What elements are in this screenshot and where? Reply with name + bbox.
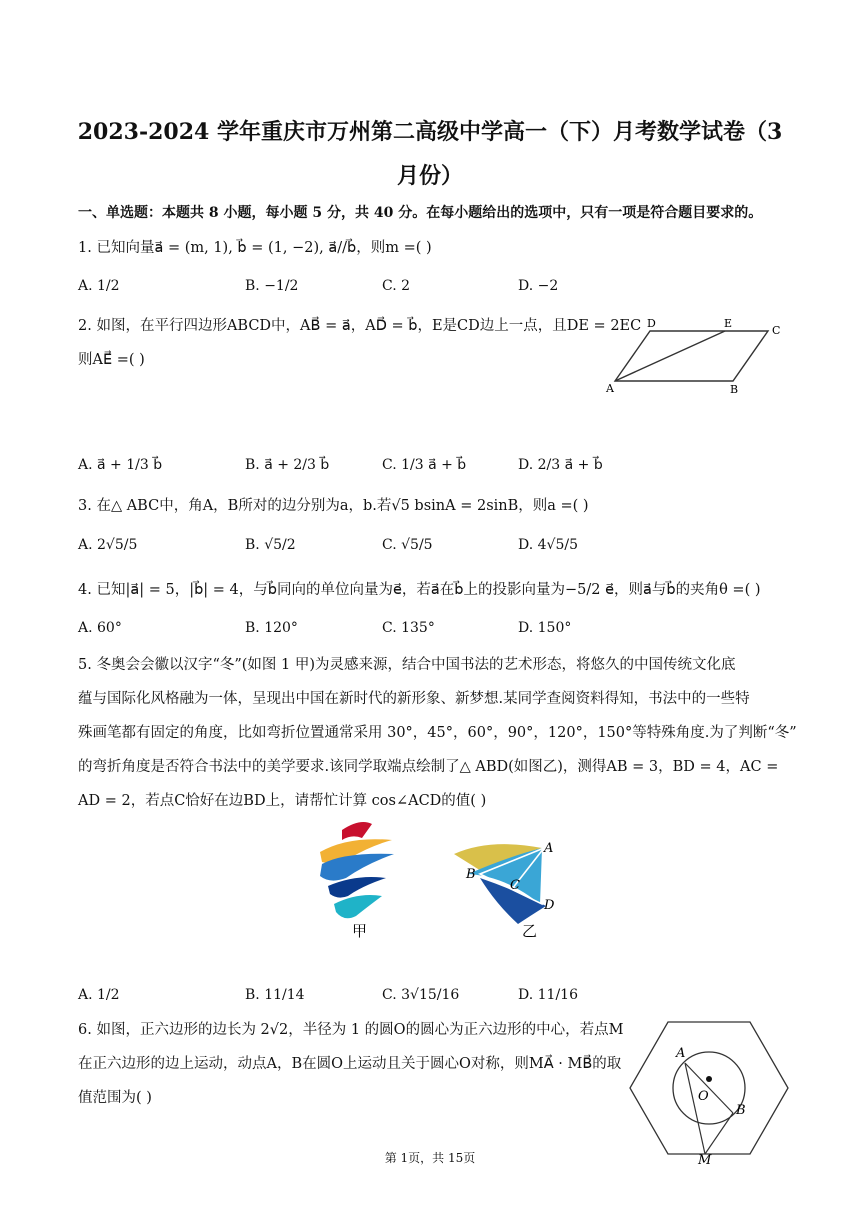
q5-option-a: A. 1/2 (78, 987, 120, 1003)
question-6-line1: 6. 如图，正六边形的边长为 2√2，半径为 1 的圆O的圆心为正六边形的中心，若点M (78, 1022, 624, 1038)
q5-option-b: B. 11/14 (245, 987, 305, 1003)
q4-option-a: A. 60° (78, 620, 122, 636)
page-title-line2: 月份） (396, 163, 463, 189)
parallelogram-figure (600, 312, 790, 402)
q1-option-d: D. −2 (518, 278, 559, 294)
question-5-line2: 蕴与国际化风格融为一体，呈现出中国在新时代的新形象、新梦想.某同学查阅资料得知，书法中的一些特 (78, 691, 750, 707)
point-a: A (544, 841, 554, 856)
point-o-label: O (698, 1089, 709, 1104)
label-jia: 甲 (352, 922, 368, 940)
question-5-line4: 的弯折角度是否符合书法中的美学要求.该同学取端点绘制了△ ABD(如图乙)，测得AB = 3，BD = 4，AC = (78, 759, 779, 775)
vector-ae (615, 331, 725, 381)
point-m-label: M (698, 1153, 712, 1166)
point-b: B (466, 867, 476, 882)
label-a: A (606, 382, 614, 395)
question-6-line2: 在正六边形的边上运动，动点A，B在圆O上运动且关于圆心O对称，则MA⃗ · MB⃗的取 (78, 1056, 622, 1072)
emblem-jia (320, 822, 394, 918)
label-c: C (772, 324, 781, 337)
q2-option-a: A. a⃗ + 1/3 b⃗ (78, 457, 163, 473)
question-3-stem: 3. 在△ ABC中，角A，B所对的边分别为a，b.若√5 bsinA = 2sinB，则a =( ) (78, 498, 589, 514)
label-e: E (724, 317, 733, 330)
page-footer: 第 1页，共 15页 (384, 1151, 476, 1165)
segment-ma (685, 1063, 705, 1154)
question-2-stem-line2: 则AE⃗ =( ) (78, 352, 145, 368)
q3-option-a: A. 2√5/5 (78, 537, 138, 553)
question-5-line3: 殊画笔都有固定的角度，比如弯折位置通常采用 30°，45°，60°，90°，120°，150°等特殊角度.为了判断“冬” (78, 725, 797, 741)
question-6-line3: 值范围为( ) (78, 1090, 152, 1106)
question-4-stem: 4. 已知|a⃗| = 5，|b⃗| = 4，与b⃗同向的单位向量为e⃗，若a⃗在b⃗上的投影向量为−5/2 e⃗，则a⃗与b⃗的夹角θ =( ) (78, 582, 761, 598)
q3-option-c: C. √5/5 (382, 537, 433, 553)
question-2-stem-line1: 2. 如图，在平行四边形ABCD中，AB⃗ = a⃗，AD⃗ = b⃗，E是CD边上一点，且DE = 2EC (78, 318, 642, 334)
hexagon-circle-figure (628, 1018, 790, 1166)
segment-mb (705, 1113, 733, 1154)
q4-option-b: B. 120° (245, 620, 298, 636)
page-title-line1: 2023-2024 学年重庆市万州第二高级中学高一（下）月考数学试卷（3 (77, 119, 783, 145)
question-5-line5: AD = 2，若点C恰好在边BD上，请帮忙计算 cos∠ACD的值( ) (78, 793, 487, 809)
center-dot (706, 1076, 712, 1082)
question-1-stem: 1. 已知向量a⃗ = (m, 1), b⃗ = (1, −2), a⃗//b⃗，则m =( ) (78, 240, 432, 256)
q5-option-c: C. 3√15/16 (382, 987, 460, 1003)
parallelogram-shape (615, 331, 768, 381)
point-c: C (510, 878, 520, 893)
q4-option-d: D. 150° (518, 620, 572, 636)
q1-option-c: C. 2 (382, 278, 411, 294)
label-yi: 乙 (522, 922, 538, 940)
diameter-ab (685, 1063, 733, 1113)
q3-option-d: D. 4√5/5 (518, 537, 578, 553)
q1-option-a: A. 1/2 (78, 278, 120, 294)
section-heading: 一、单选题：本题共 8 小题，每小题 5 分，共 40 分。在每小题给出的选项中，只有一项是符合题目要求的。 (78, 205, 763, 221)
winter-olympics-emblem-figure (300, 812, 580, 947)
point-a-label: A (676, 1046, 686, 1061)
question-5-line1: 5. 冬奥会会徽以汉字“冬”(如图 1 甲)为灵感来源，结合中国书法的艺术形态，将悠久的中国传统文化底 (78, 657, 736, 673)
q4-option-c: C. 135° (382, 620, 435, 636)
label-b: B (730, 383, 739, 396)
q2-option-b: B. a⃗ + 2/3 b⃗ (245, 457, 330, 473)
q1-option-b: B. −1/2 (245, 278, 299, 294)
label-d: D (647, 317, 656, 330)
q2-option-d: D. 2/3 a⃗ + b⃗ (518, 457, 603, 473)
point-b-label: B (736, 1103, 746, 1118)
q3-option-b: B. √5/2 (245, 537, 296, 553)
point-d: D (544, 898, 555, 913)
q2-option-c: C. 1/3 a⃗ + b⃗ (382, 457, 467, 473)
q5-option-d: D. 11/16 (518, 987, 578, 1003)
